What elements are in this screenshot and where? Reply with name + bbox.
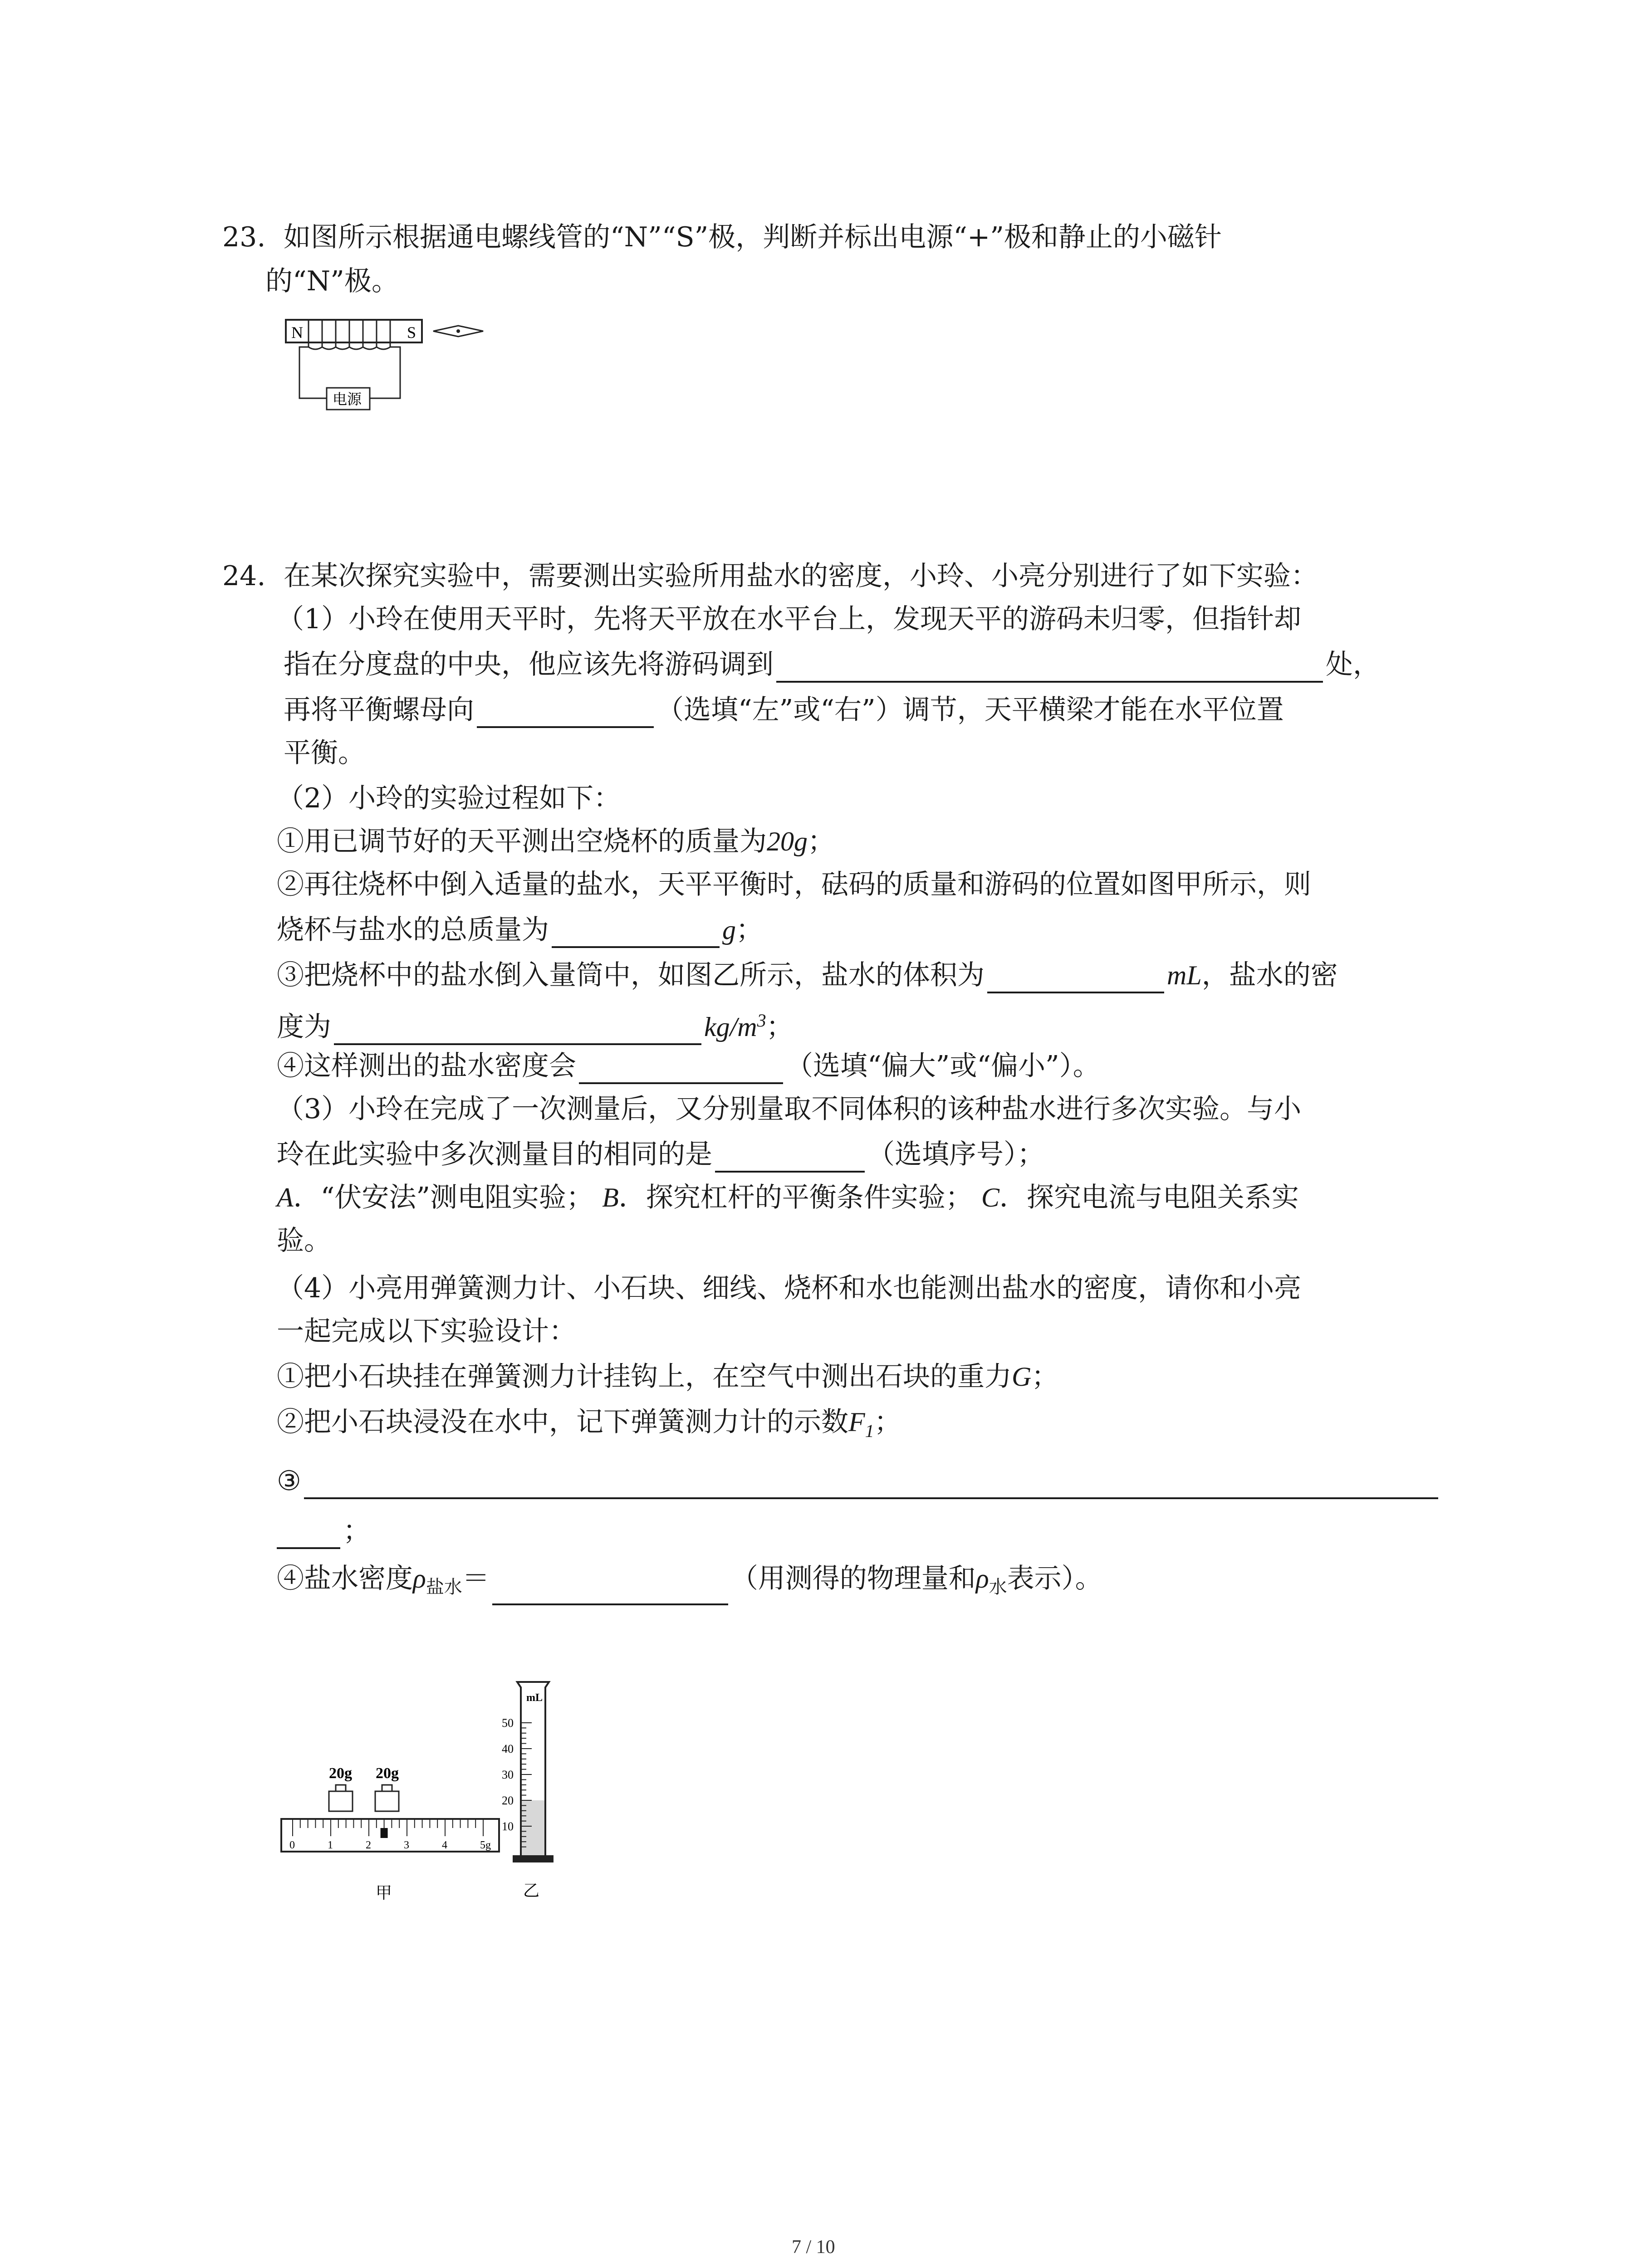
scale-beam — [281, 1819, 499, 1852]
q24-p1-line2: 指在分度盘的中央，他应该先将游码调到 处， — [284, 646, 1380, 683]
q24-p4-line2: 一起完成以下实验设计： — [277, 1315, 576, 1347]
solenoid-circuit-figure — [281, 313, 499, 422]
answer-blank-8-cont[interactable] — [277, 1521, 340, 1549]
weight-label-2: 20g — [376, 1765, 399, 1782]
cylinder-base — [513, 1855, 554, 1862]
cylinder-tick-label: 20 — [502, 1794, 514, 1807]
q24-p2-step2-line1: ②再往烧杯中倒入适量的盐水，天平平衡时，砝码的质量和游码的位置如图甲所示，则 — [277, 869, 1311, 900]
answer-blank-6[interactable] — [579, 1056, 783, 1084]
graduated-cylinder-figure — [495, 1674, 585, 1910]
figure-caption-yi: 乙 — [523, 1882, 540, 1900]
q24-intro: 在某次探究实验中，需要测出实验所用盐水的密度，小玲、小亮分别进行了如下实验： — [284, 560, 1318, 592]
q24-p4-step3: ③ — [277, 1463, 1441, 1499]
q24-p1-line4: 平衡。 — [284, 737, 365, 769]
solenoid-s-label: S — [407, 323, 416, 342]
q24-p4-step2: ②把小石块浸没在水中，记下弹簧测力计的示数$F_1$； — [277, 1406, 901, 1441]
page-number: 7 / 10 — [792, 2237, 835, 2258]
q24-p2-step2-line2: 烧杯与盐水的总质量为 g； — [277, 912, 763, 948]
weight-label-1: 20g — [329, 1765, 352, 1782]
q24-p1-line3: 再将平衡螺母向 （选填“左”或“右”）调节，天平横梁才能在水平位置 — [284, 692, 1284, 728]
q24-p2-step3-line1: ③把烧杯中的盐水倒入量筒中，如图乙所示，盐水的体积为 mL，盐水的密 — [277, 957, 1338, 993]
answer-blank-3[interactable] — [552, 920, 720, 948]
q23-number: 23. — [222, 221, 266, 253]
answer-blank-2[interactable] — [477, 700, 654, 728]
cylinder-tick-label: 40 — [502, 1742, 514, 1755]
answer-blank-9[interactable] — [492, 1577, 728, 1605]
q24-p1-line1: （1）小玲在使用天平时，先将天平放在水平台上，发现天平的游码未归零，但指针却 — [277, 603, 1302, 635]
q24-p2-step1: ①用已调节好的天平测出空烧杯的质量为20g； — [277, 826, 835, 857]
figure-caption-jia: 甲 — [376, 1884, 392, 1902]
q24-p3-line4: 验。 — [277, 1225, 331, 1256]
q23-text-line1: 如图所示根据通电螺线管的“N”“S”极，判断并标出电源“+”极和静止的小磁针 — [284, 221, 1222, 253]
scale-tick-label: 1 — [328, 1839, 333, 1851]
q24-number: 24. — [222, 560, 266, 592]
scale-tick-label: 5g — [480, 1839, 491, 1851]
q24-p4-line1: （4）小亮用弹簧测力计、小石块、细线、烧杯和水也能测出盐水的密度，请你和小亮 — [277, 1272, 1302, 1304]
q24-p2-step3-line2: 度为 $kg/m^3$； — [277, 1002, 794, 1045]
weight-20g-icon-2 — [375, 1785, 399, 1811]
cylinder-tick-label: 30 — [502, 1768, 514, 1781]
answer-blank-7[interactable] — [715, 1144, 865, 1173]
answer-blank-1[interactable] — [776, 655, 1323, 683]
q23-text-line2: 的“N”极。 — [265, 265, 399, 297]
scale-tick-label: 4 — [442, 1839, 447, 1851]
q24-p4-step3-cont: ； — [277, 1513, 370, 1549]
weight-20g-icon-1 — [329, 1785, 353, 1811]
answer-blank-8[interactable] — [304, 1471, 1438, 1499]
q24-p4-step4: ④盐水密度$\rho_{盐水}=$ （用测得的物理量和$\rho_水$表示）。 — [277, 1560, 1102, 1605]
cylinder-tick-label: 10 — [502, 1820, 514, 1833]
power-source-label: 电源 — [333, 391, 362, 408]
scale-tick-label: 2 — [366, 1839, 371, 1851]
answer-blank-5[interactable] — [334, 1017, 701, 1045]
cylinder-tick-label: 50 — [502, 1716, 514, 1730]
q24-p4-step1: ①把小石块挂在弹簧测力计挂钩上，在空气中测出石块的重力G； — [277, 1361, 1059, 1393]
compass-needle-icon — [433, 326, 483, 337]
scale-tick-label: 3 — [404, 1839, 409, 1851]
solenoid-n-label: N — [291, 323, 303, 342]
q24-p2-head: （2）小玲的实验过程如下： — [277, 782, 621, 814]
answer-blank-4[interactable] — [987, 965, 1164, 993]
q24-p3-line1: （3）小玲在完成了一次测量后，又分别量取不同体积的该种盐水进行多次实验。与小 — [277, 1093, 1302, 1125]
q24-p3-line2: 玲在此实验中多次测量目的相同的是 （选填序号）； — [277, 1136, 1044, 1173]
cylinder-unit: mL — [526, 1692, 543, 1704]
scale-tick-label: 0 — [289, 1839, 295, 1851]
balance-scale-figure — [277, 1760, 513, 1910]
rider-slider — [381, 1828, 388, 1838]
q24-p2-step4: ④这样测出的盐水密度会 （选填“偏大”或“偏小”）。 — [277, 1048, 1100, 1084]
q24-p3-options: A．“伏安法”测电阻实验； B．探究杠杆的平衡条件实验； C．探究电流与电阻关系实 — [277, 1182, 1299, 1213]
